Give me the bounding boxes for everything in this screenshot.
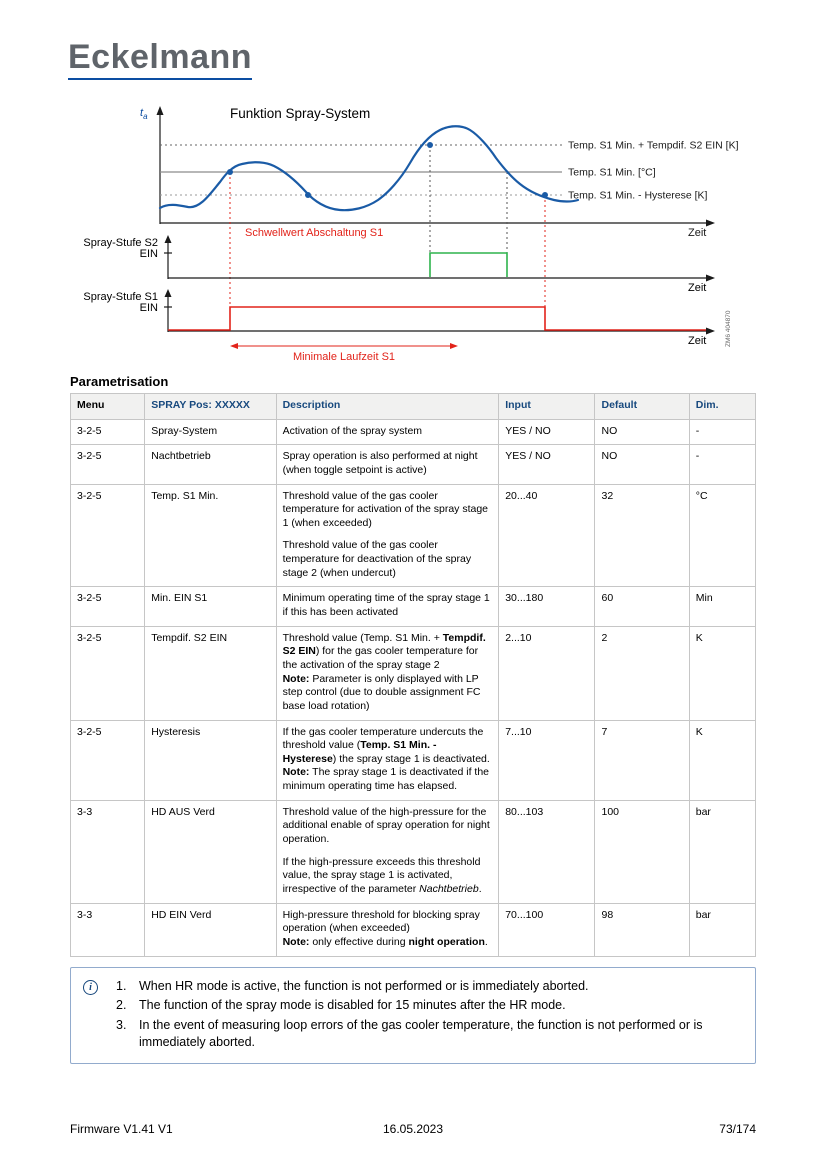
description-paragraph: [151, 632, 269, 646]
parameter-row: [71, 484, 756, 587]
description-paragraph: [696, 490, 749, 504]
note-item-text: The function of the spray mode is disabled for 15 minutes after the HR mode.: [139, 998, 566, 1013]
page-footer: [70, 1122, 756, 1136]
text-run: The spray stage 1 is deactivated if the minimum operating time has elapsed.: [282, 766, 489, 793]
s2-on-label: EIN: [139, 248, 158, 260]
temperature-curve: [160, 126, 578, 210]
description-paragraph: [283, 490, 493, 531]
description-paragraph: [696, 726, 749, 740]
text-run: night operation: [408, 935, 485, 948]
description-paragraph: [601, 806, 682, 820]
cell-parameter: [145, 800, 276, 903]
parameter-row: [71, 720, 756, 800]
cell-menu: [71, 445, 145, 484]
header-spray-pos: SPRAY Pos: XXXXX: [145, 394, 276, 420]
cell-menu: [71, 800, 145, 903]
description-paragraph: [283, 673, 493, 714]
parameter-table: [70, 393, 756, 957]
text-run: 98: [601, 908, 614, 921]
text-run: 3-3: [77, 908, 93, 921]
text-run: .: [478, 882, 482, 895]
cell-dim: [689, 720, 755, 800]
cell-parameter: [145, 419, 276, 445]
text-run: Min. EIN S1: [151, 592, 208, 605]
description-paragraph: [505, 592, 588, 606]
header-description: Description: [276, 394, 499, 420]
description-paragraph: [77, 726, 138, 740]
s2-chart-lines: [164, 235, 715, 282]
text-run: Tempdif. S2 EIN: [282, 631, 486, 658]
text-run: Tempdif. S2 EIN: [151, 631, 228, 644]
description-paragraph: [696, 425, 749, 439]
cell-description: [276, 484, 499, 587]
text-run: -: [695, 424, 700, 437]
s1-y-axis-arrow: [165, 289, 172, 297]
s1-chart-lines: [164, 289, 715, 349]
s2-row-label: Spray-Stufe S2: [83, 237, 158, 249]
note-item: [116, 1017, 743, 1051]
description-paragraph: [283, 450, 493, 477]
description-paragraph: [696, 592, 749, 606]
text-run: 7: [601, 725, 608, 738]
text-run: HD AUS Verd: [151, 805, 215, 818]
y-axis-symbol: $t_a$: [140, 107, 148, 121]
header-dim: Dim.: [689, 394, 755, 420]
cell-dim: [689, 445, 755, 484]
cell-input: [499, 800, 595, 903]
description-paragraph: [696, 909, 749, 923]
text-run: 3-2-5: [77, 725, 102, 738]
description-paragraph: [283, 539, 493, 580]
description-paragraph: [601, 726, 682, 740]
cell-description: [276, 903, 499, 956]
parameter-row: [71, 903, 756, 956]
cell-parameter: [145, 484, 276, 587]
doc-ref-vertical: ZM6 404870: [725, 310, 732, 347]
s1-row-label: Spray-Stufe S1: [83, 291, 158, 303]
cell-input: [499, 445, 595, 484]
zeit-label-s2: Zeit: [688, 282, 707, 294]
cell-description: [276, 419, 499, 445]
cell-menu: [71, 419, 145, 445]
description-paragraph: [505, 490, 588, 504]
description-paragraph: [505, 450, 588, 464]
description-paragraph: [151, 592, 269, 606]
label-threshold-top: Temp. S1 Min. + Tempdif. S2 EIN [K]: [568, 139, 739, 152]
description-paragraph: [601, 632, 682, 646]
text-run: Spray-System: [151, 424, 218, 437]
text-run: Temp. S1 Min. - Hysterese: [282, 739, 437, 765]
parameter-row: [71, 445, 756, 484]
text-run: 3-2-5: [77, 489, 102, 502]
company-logo: [68, 40, 252, 80]
text-run: 20...40: [505, 489, 538, 502]
description-paragraph: [77, 425, 138, 439]
description-paragraph: [77, 450, 138, 464]
info-note: [70, 967, 756, 1065]
text-run: Threshold value of the high-pressure for the additional enable of spray operation for night operation.: [282, 805, 490, 846]
spray-system-diagram: [70, 100, 770, 372]
description-paragraph: [505, 726, 588, 740]
zeit-label-main: Zeit: [688, 227, 707, 239]
description-paragraph: [151, 490, 269, 504]
header-default: Default: [595, 394, 689, 420]
description-paragraph: [283, 936, 493, 950]
description-paragraph: [601, 490, 682, 504]
text-run: 3-2-5: [77, 450, 102, 463]
cell-input: [499, 484, 595, 587]
cell-parameter: [145, 903, 276, 956]
main-chart-lines: [157, 106, 716, 307]
text-run: Note:: [282, 935, 310, 948]
description-paragraph: [505, 909, 588, 923]
cell-parameter: [145, 626, 276, 720]
note-item-number: 1.: [116, 978, 127, 993]
text-run: Nachtbetrieb: [419, 882, 479, 895]
description-paragraph: [696, 632, 749, 646]
description-paragraph: [601, 592, 682, 606]
description-paragraph: [283, 766, 493, 793]
cell-menu: [71, 484, 145, 587]
description-paragraph: [151, 909, 269, 923]
footer-page-number: 73/174: [719, 1122, 756, 1136]
label-threshold-bottom: Temp. S1 Min. - Hysterese [K]: [568, 189, 708, 202]
info-icon: i: [83, 980, 98, 995]
crossing-dot: [305, 192, 311, 198]
description-paragraph: [151, 425, 269, 439]
description-paragraph: [77, 632, 138, 646]
text-run: Hysteresis: [151, 725, 201, 738]
y-axis-arrow: [157, 106, 164, 115]
description-paragraph: [283, 909, 493, 936]
description-paragraph: [283, 632, 493, 673]
s1-x-axis-arrow: [706, 328, 715, 335]
description-paragraph: [505, 632, 588, 646]
s2-pulse: [430, 253, 507, 277]
text-run: Threshold value (Temp. S1 Min. +: [282, 631, 443, 644]
cell-input: [499, 720, 595, 800]
text-run: bar: [695, 908, 711, 921]
cell-parameter: [145, 445, 276, 484]
min-runtime-label: Minimale Laufzeit S1: [292, 351, 396, 363]
description-paragraph: [151, 806, 269, 820]
x-axis-arrow-main: [706, 220, 715, 227]
cell-description: [276, 587, 499, 626]
note-item-text: When HR mode is active, the function is not performed or is immediately aborted.: [139, 978, 589, 993]
description-paragraph: [601, 425, 682, 439]
footer-date: 16.05.2023: [382, 1122, 444, 1136]
description-paragraph: [151, 726, 269, 740]
label-threshold-mid: Temp. S1 Min. [°C]: [568, 166, 656, 179]
diagram-title: Funktion Spray-System: [230, 106, 371, 121]
shutdown-threshold-label: Schwellwert Abschaltung S1: [245, 227, 384, 239]
description-paragraph: [601, 909, 682, 923]
cell-default: [595, 445, 689, 484]
header-input: Input: [499, 394, 595, 420]
description-paragraph: [283, 806, 493, 847]
cell-menu: [71, 587, 145, 626]
note-item-number: 3.: [116, 1018, 127, 1033]
text-run: K: [695, 631, 703, 644]
parameter-row: [71, 626, 756, 720]
text-run: 70...100: [505, 908, 544, 921]
logo-text: Eckelmann: [68, 40, 252, 80]
text-run: 100: [601, 805, 620, 818]
cell-input: [499, 626, 595, 720]
text-run: Min: [695, 592, 713, 605]
description-paragraph: [696, 450, 749, 464]
cell-default: [595, 903, 689, 956]
cell-description: [276, 800, 499, 903]
min-runtime-arrow-right: [450, 343, 458, 349]
crossing-dot: [227, 169, 233, 175]
zeit-label-s1: Zeit: [688, 335, 707, 347]
description-paragraph: [601, 450, 682, 464]
text-run: Minimum operating time of the spray stage 1 if this has been activated: [282, 592, 490, 619]
parameter-row: [71, 587, 756, 626]
cell-default: [595, 484, 689, 587]
description-paragraph: [283, 856, 493, 897]
description-paragraph: [283, 425, 493, 439]
text-run: ) for the gas cooler temperature for the activation of the spray stage 2: [282, 645, 479, 671]
crossing-dot: [427, 142, 433, 148]
cell-description: [276, 720, 499, 800]
description-paragraph: [696, 806, 749, 820]
text-run: NO: [601, 424, 618, 437]
description-paragraph: [77, 490, 138, 504]
cell-description: [276, 445, 499, 484]
text-run: Activation of the spray system: [282, 424, 423, 437]
s1-on-label: EIN: [139, 302, 158, 314]
section-heading: Parametrisation: [70, 374, 169, 389]
table-header-row: [71, 394, 756, 420]
description-paragraph: [77, 909, 138, 923]
text-run: 60: [601, 592, 614, 605]
text-run: Note:: [282, 766, 310, 779]
text-run: 2...10: [505, 631, 532, 644]
text-run: If the high-pressure exceeds this threshold value, the spray stage 1 is activated, irrespective of the parameter: [282, 855, 481, 895]
text-run: 80...103: [505, 805, 544, 818]
text-run: Note:: [282, 672, 310, 685]
note-list: [108, 978, 743, 1052]
cell-dim: [689, 626, 755, 720]
text-run: NO: [601, 450, 618, 463]
text-run: 2: [601, 631, 608, 644]
text-run: Temp. S1 Min.: [151, 489, 219, 502]
cell-dim: [689, 419, 755, 445]
cell-default: [595, 419, 689, 445]
parameter-row: [71, 419, 756, 445]
cell-input: [499, 903, 595, 956]
description-paragraph: [77, 806, 138, 820]
text-run: YES / NO: [505, 450, 551, 463]
cell-default: [595, 626, 689, 720]
cell-description: [276, 626, 499, 720]
text-run: 7...10: [505, 725, 532, 738]
description-paragraph: [505, 425, 588, 439]
text-run: HD EIN Verd: [151, 908, 212, 921]
cell-parameter: [145, 720, 276, 800]
header-menu: Menu: [71, 394, 145, 420]
note-item-text: In the event of measuring loop errors of the gas cooler temperature, the function is not performed or is immediately aborted.: [139, 1018, 703, 1050]
content-column: [70, 374, 756, 1064]
cell-menu: [71, 720, 145, 800]
text-run: ) the spray stage 1 is deactivated.: [332, 752, 490, 765]
description-paragraph: [151, 450, 269, 464]
note-item-number: 2.: [116, 998, 127, 1013]
cell-dim: [689, 903, 755, 956]
cell-dim: [689, 800, 755, 903]
cell-default: [595, 720, 689, 800]
crossing-dot: [542, 192, 548, 198]
description-paragraph: [77, 592, 138, 606]
text-run: 3-2-5: [77, 631, 102, 644]
text-run: 32: [601, 489, 614, 502]
description-paragraph: [283, 592, 493, 619]
parameter-row: [71, 800, 756, 903]
s2-y-axis-arrow: [165, 235, 172, 243]
note-item: [116, 997, 743, 1014]
description-paragraph: [283, 726, 493, 767]
cell-default: [595, 587, 689, 626]
text-run: Nachtbetrieb: [151, 450, 211, 463]
text-run: °C: [695, 489, 708, 502]
cell-default: [595, 800, 689, 903]
text-run: YES / NO: [505, 424, 551, 437]
footer-firmware-version: Firmware V1.41 V1: [70, 1122, 173, 1136]
cell-dim: [689, 587, 755, 626]
text-run: 3-2-5: [77, 592, 102, 605]
note-item: [116, 978, 743, 995]
cell-dim: [689, 484, 755, 587]
text-run: Threshold value of the gas cooler temperature for deactivation of the spray stage 2 (when undercut): [282, 539, 472, 579]
cell-input: [499, 587, 595, 626]
text-run: Parameter is only displayed with LP step control (due to double assignment FC base load rotation): [282, 672, 481, 712]
text-run: only effective during: [309, 935, 409, 948]
text-run: 30...180: [505, 592, 544, 605]
text-run: Threshold value of the gas cooler temperature for activation of the spray stage 1 (when exceeded): [282, 489, 489, 529]
description-paragraph: [505, 806, 588, 820]
text-run: bar: [695, 805, 711, 818]
text-run: 3-2-5: [77, 424, 102, 437]
min-runtime-arrow-left: [230, 343, 238, 349]
text-run: 3-3: [77, 805, 93, 818]
cell-menu: [71, 903, 145, 956]
text-run: If the gas cooler temperature undercuts the threshold value (: [282, 725, 484, 752]
text-run: -: [695, 450, 700, 463]
param-table-body: [71, 419, 756, 956]
spray-system-figure: [70, 100, 770, 372]
cell-menu: [71, 626, 145, 720]
text-run: .: [484, 935, 488, 948]
cell-input: [499, 419, 595, 445]
s1-pulse: [168, 307, 706, 330]
s2-x-axis-arrow: [706, 275, 715, 282]
text-run: High-pressure threshold for blocking spray operation (when exceeded): [282, 908, 480, 935]
text-run: Spray operation is also performed at night (when toggle setpoint is active): [282, 450, 478, 476]
text-run: K: [695, 725, 703, 738]
cell-parameter: [145, 587, 276, 626]
